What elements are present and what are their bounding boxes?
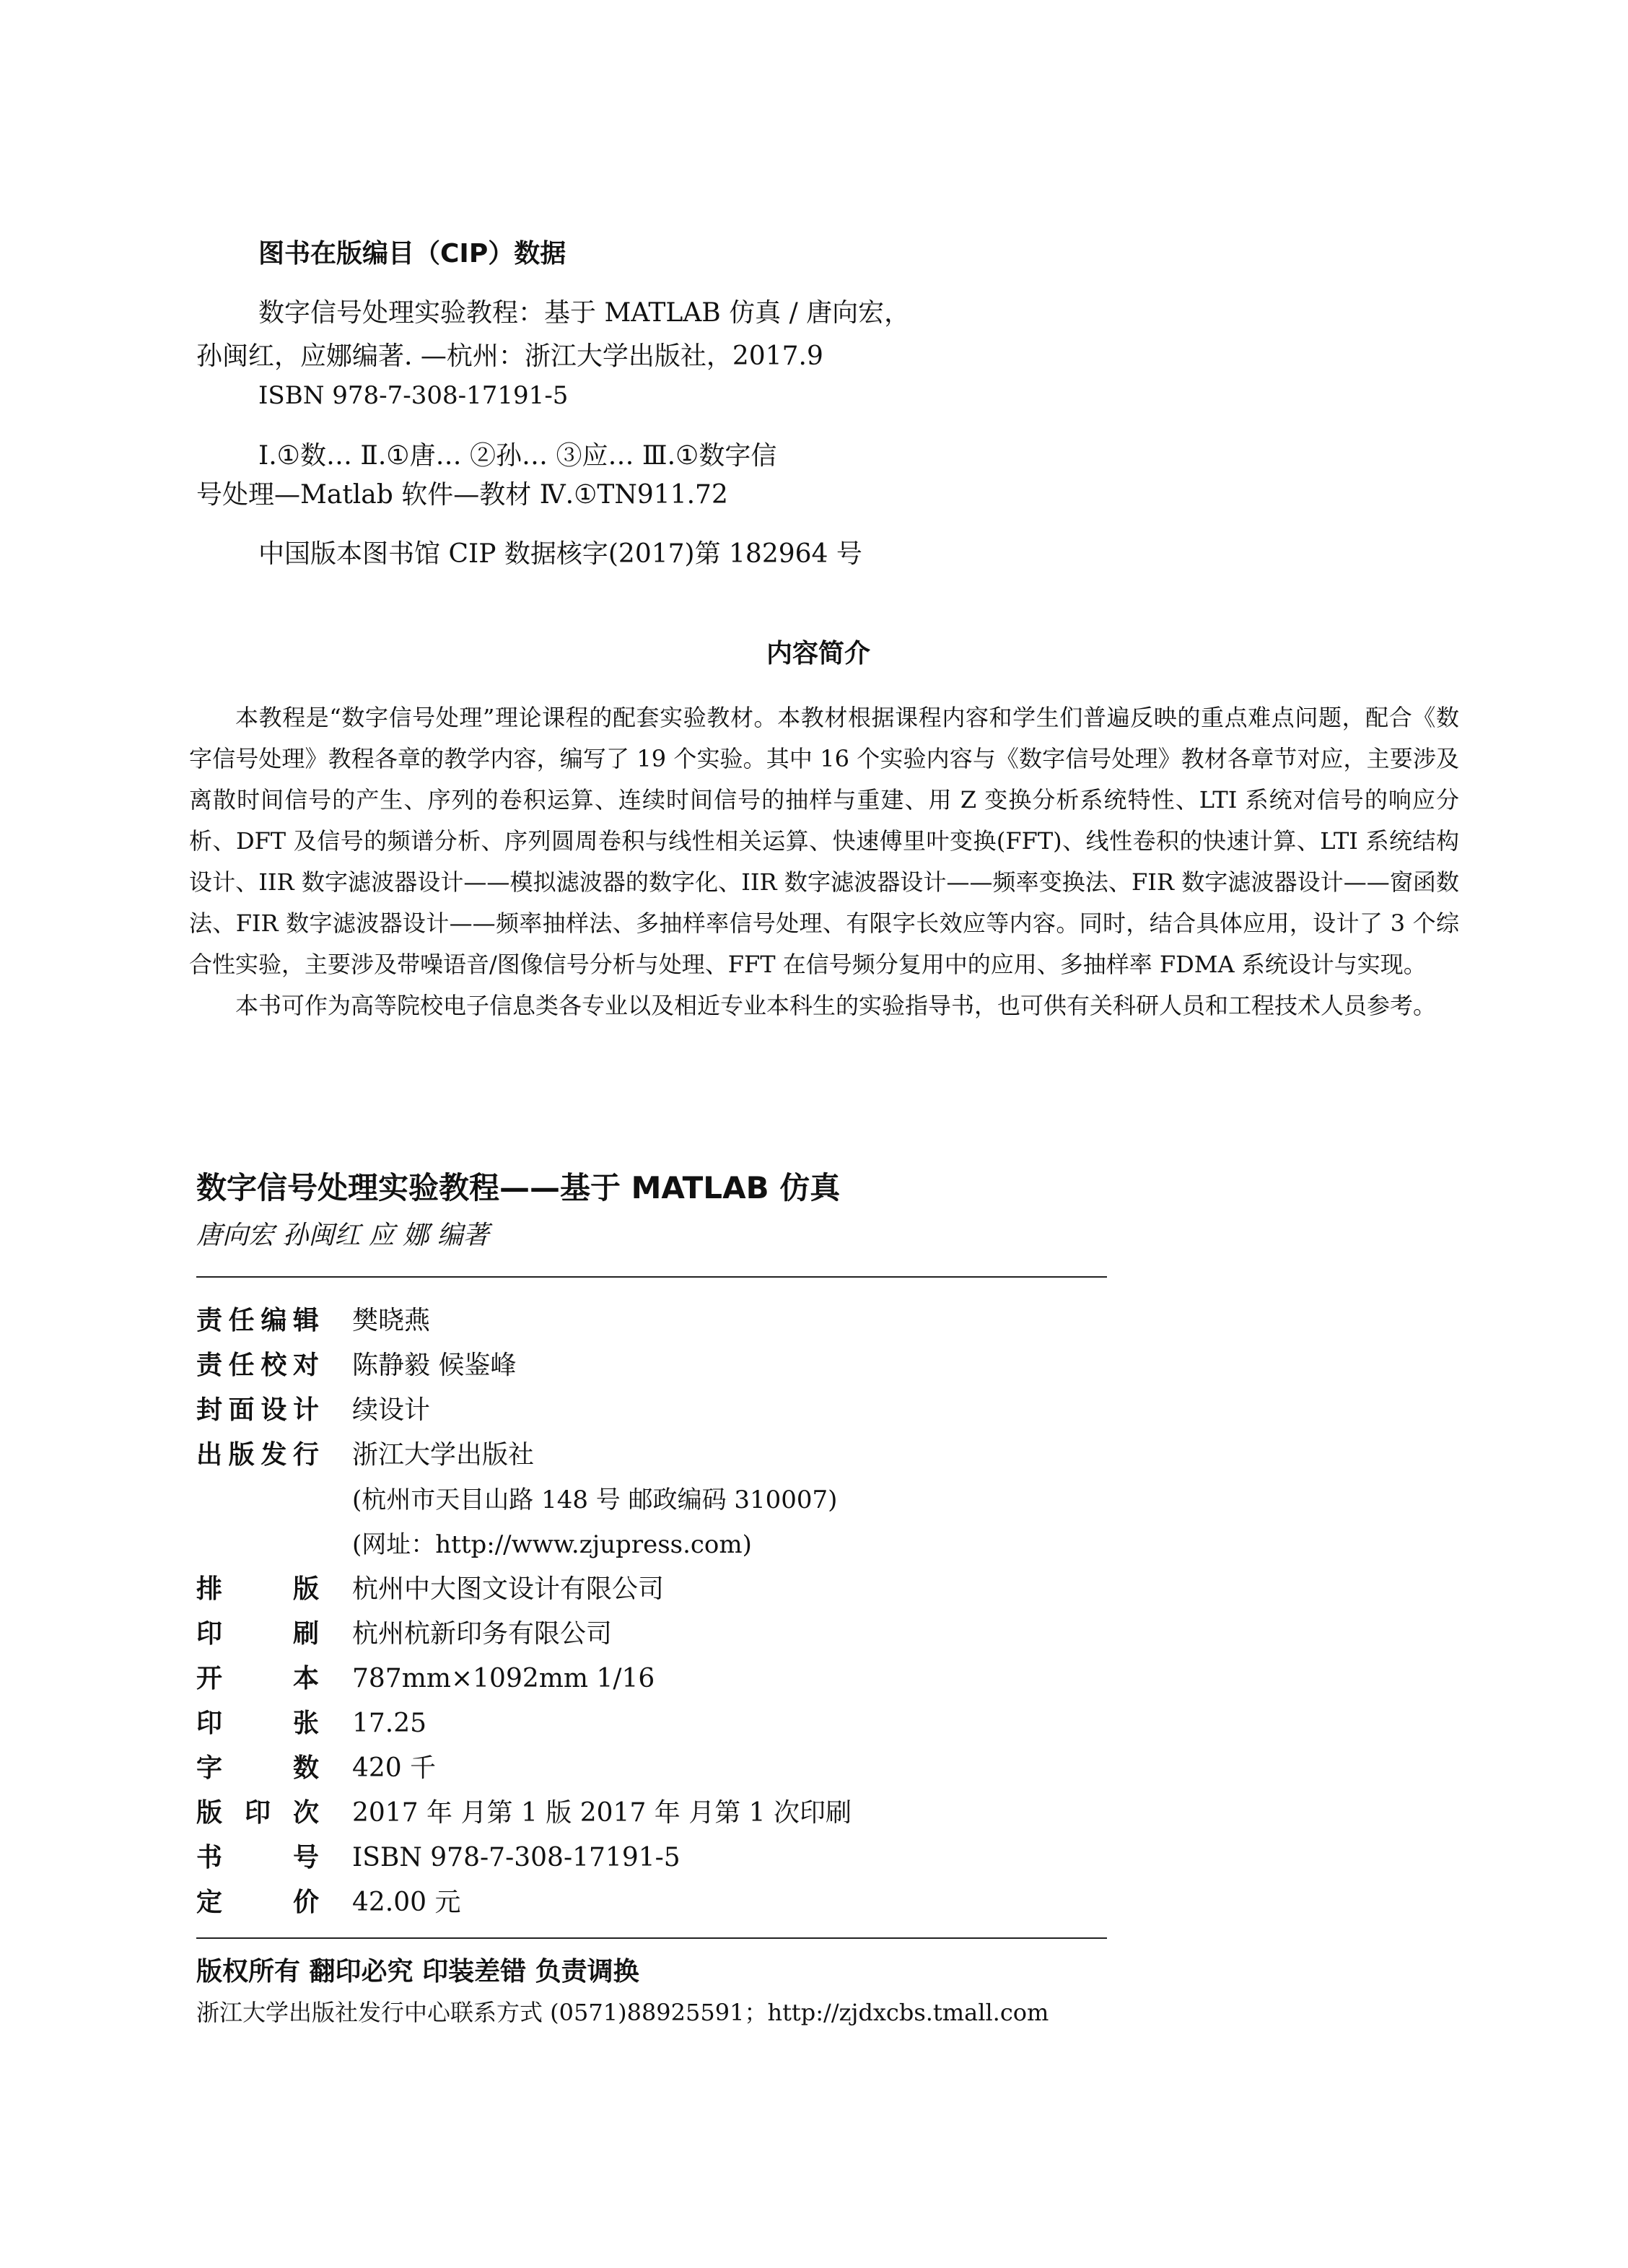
- imprint-value: ISBN 978-7-308-17191-5: [352, 1843, 680, 1872]
- imprint-value: 420 千: [352, 1753, 437, 1783]
- imprint-website: (网址：http://www.zjupress.com): [352, 1530, 752, 1559]
- cip-library-number: 中国版本图书馆 CIP 数据核字(2017)第 182964 号: [258, 539, 862, 569]
- contact-info: 浙江大学出版社发行中心联系方式 (0571)88925591；http://zjdxcbs.tmall.com: [196, 1999, 1049, 2026]
- imprint-label: 开本: [196, 1664, 319, 1693]
- imprint-value: 樊晓燕: [352, 1306, 431, 1335]
- imprint-value: 17.25: [352, 1709, 427, 1738]
- imprint-label: 字数: [196, 1753, 319, 1783]
- copyright-notice: 版权所有 翻印必究 印装差错 负责调换: [196, 1957, 639, 1986]
- cip-line-2: 孙闽红，应娜编著. —杭州：浙江大学出版社，2017.9: [196, 341, 823, 371]
- imprint-label: 封面设计: [196, 1395, 319, 1425]
- imprint-label: 排版: [196, 1574, 319, 1604]
- imprint-value: 42.00 元: [352, 1888, 461, 1917]
- imprint-label: 印张: [196, 1709, 319, 1738]
- book-authors: 唐向宏 孙闽红 应 娜 编著: [196, 1221, 489, 1250]
- summary-paragraph-2: 本书可作为高等院校电子信息类各专业以及相近专业本科生的实验指导书，也可供有关科研人员和工程技术人员参考。: [235, 992, 1437, 1019]
- imprint-value: 787mm×1092mm 1/16: [352, 1664, 655, 1693]
- cip-classification-2: 号处理—Matlab 软件—教材 Ⅳ.①TN911.72: [196, 480, 728, 510]
- imprint-label: 印刷: [196, 1619, 319, 1649]
- cip-heading: 图书在版编目（CIP）数据: [258, 239, 566, 269]
- imprint-label: 出版发行: [196, 1440, 319, 1470]
- imprint-value: 续设计: [352, 1395, 431, 1425]
- cip-line-1: 数字信号处理实验教程：基于 MATLAB 仿真 / 唐向宏，: [258, 298, 911, 328]
- cip-classification-1: Ⅰ.①数… Ⅱ.①唐… ②孙… ③应… Ⅲ.①数字信: [258, 441, 777, 471]
- imprint-label: 书号: [196, 1843, 319, 1872]
- summary-heading: 内容简介: [766, 639, 870, 668]
- summary-paragraph-1: 本教程是“数字信号处理”理论课程的配套实验教材。本教材根据课程内容和学生们普遍反映的重点难点问题，配合《数字信号处理》教程各章的教学内容，编写了 19 个实验。其中 16 个实验内容与《数字信号处理》教材各章节对应，主要涉及离散时间信号的产生、序列的卷积运算、连续时间信号的抽样与重建、用 Z 变换分析系统特性、LTI 系统对信号的响应分析、DFT 及信号的频谱分析、序列圆周卷积与线性相关运算、快速傅里叶变换(FFT)、线性卷积的快速计算、LTI 系统结构设计、IIR 数字滤波器设计——模拟滤波器的数字化、IIR 数字滤波器设计——频率变换法、FIR 数字滤波器设计——窗函数法、FIR 数字滤波器设计——频率抽样法、多抽样率信号处理、有限字长效应等内容。同时，结合具体应用，设计了 3 个综合性实验，主要涉及带噪语音/图像信号分析与处理、FFT 在信号频分复用中的应用、多抽样率 FDMA 系统设计与实现。: [189, 704, 1459, 978]
- imprint-label: 责任编辑: [196, 1306, 319, 1335]
- title-divider: [196, 1276, 1107, 1278]
- imprint-label: 定价: [196, 1888, 319, 1917]
- book-title: 数字信号处理实验教程——基于 MATLAB 仿真: [196, 1170, 841, 1205]
- imprint-value: 2017 年 月第 1 版 2017 年 月第 1 次印刷: [352, 1798, 852, 1828]
- cip-isbn: ISBN 978-7-308-17191-5: [258, 381, 569, 410]
- imprint-value: 杭州杭新印务有限公司: [352, 1619, 613, 1649]
- imprint-label: 责任校对: [196, 1351, 319, 1380]
- imprint-value: 浙江大学出版社: [352, 1440, 535, 1470]
- imprint-value: 陈静毅 候鉴峰: [352, 1351, 517, 1380]
- summary-body: [189, 697, 1459, 1026]
- imprint-divider: [196, 1937, 1107, 1939]
- imprint-value: 杭州中大图文设计有限公司: [352, 1574, 665, 1604]
- imprint-address: (杭州市天目山路 148 号 邮政编码 310007): [352, 1486, 838, 1514]
- imprint-label: 版印次: [196, 1798, 319, 1828]
